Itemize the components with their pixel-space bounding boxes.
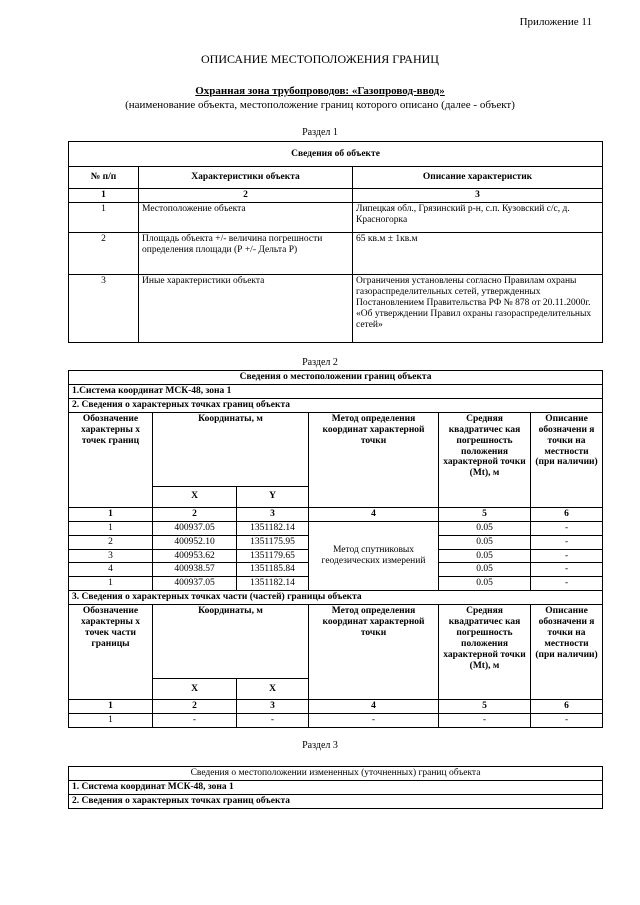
col-desc-header: Описание обозначени я точки на местности (при наличии) <box>531 605 603 700</box>
characteristic-value: Липецкая обл., Грязинский р-н, с.п. Кузовский с/с, д. Красногорка <box>353 202 603 232</box>
col-number: 6 <box>531 700 603 714</box>
col-number: 3 <box>237 507 309 521</box>
point-number: 4 <box>69 563 153 577</box>
point-error: 0.05 <box>439 535 531 549</box>
characteristic-name: Иные характеристики объекта <box>139 274 353 342</box>
boundary-table-title: Сведения о местоположении границ объекта <box>69 371 603 385</box>
point-number: 1 <box>69 577 153 591</box>
col-number: 2 <box>139 189 353 203</box>
col-num-header: № п/п <box>69 167 139 189</box>
characteristic-name: Местоположение объекта <box>139 202 353 232</box>
part-point-method: - <box>309 714 439 728</box>
point-error: 0.05 <box>439 521 531 535</box>
points-section-title: 2. Сведения о характерных точках границ объекта <box>69 398 603 412</box>
method-cell: Метод спутниковых геодезических измерений <box>309 521 439 591</box>
point-number: 1 <box>69 521 153 535</box>
col-number: 4 <box>309 700 439 714</box>
col-point-header: Обозначение характерны х точек границ <box>69 412 153 507</box>
col-coords-header: Координаты, м <box>153 605 309 679</box>
object-note: (наименование объекта, местоположение границ которого описано (далее - объект) <box>125 99 515 111</box>
col-method-header: Метод определения координат характерной точки <box>309 412 439 507</box>
col-number: 3 <box>237 700 309 714</box>
col-error-header: Средняя квадратичес кая погрешность положения характерной точки (Mt), м <box>439 412 531 507</box>
appendix-label: Приложение 11 <box>519 16 592 28</box>
section3-label: Раздел 3 <box>302 740 338 751</box>
object-info-table <box>68 141 603 343</box>
document-title: ОПИСАНИЕ МЕСТОПОЛОЖЕНИЯ ГРАНИЦ <box>201 52 439 66</box>
point-number: 2 <box>69 535 153 549</box>
characteristic-value: 65 кв.м ± 1кв.м <box>353 232 603 274</box>
row-number: 2 <box>69 232 139 274</box>
part-point-error: - <box>439 714 531 728</box>
point-y: 1351182.14 <box>237 521 309 535</box>
point-description: - <box>531 549 603 563</box>
coordinate-system: 1. Система координат МСК-48, зона 1 <box>69 780 603 794</box>
characteristic-value: Ограничения установлены согласно Правилам охраны газораспределительных сетей, утвержденных Постановлением Правительства РФ № 878 от 20.11.2000г. «Об утверждении Правил охраны газораспределительных сетей» <box>353 274 603 342</box>
points-section-title: 2. Сведения о характерных точках границ объекта <box>69 794 603 808</box>
col-y-header: Y <box>237 486 309 507</box>
col-desc-header: Описание обозначени я точки на местности (при наличии) <box>531 412 603 507</box>
point-y: 1351185.84 <box>237 563 309 577</box>
object-info-title: Сведения об объекте <box>69 142 603 167</box>
col-number: 5 <box>439 507 531 521</box>
object-title <box>0 85 640 97</box>
part-point-x: - <box>153 714 237 728</box>
point-y: 1351175.95 <box>237 535 309 549</box>
col-number: 2 <box>153 700 237 714</box>
point-x: 400937.05 <box>153 521 237 535</box>
section1-label: Раздел 1 <box>302 127 338 138</box>
characteristic-name: Площадь объекта +/- величина погрешности определения площади (Р +/- Дельта Р) <box>139 232 353 274</box>
point-description: - <box>531 563 603 577</box>
table-row <box>69 202 603 232</box>
col-method-header: Метод определения координат характерной точки <box>309 605 439 700</box>
object-title-text: Охранная зона трубопроводов: «Газопровод-ввод» <box>195 85 445 97</box>
col-number: 1 <box>69 189 139 203</box>
col-description-header: Описание характеристик <box>353 167 603 189</box>
point-error: 0.05 <box>439 549 531 563</box>
col-error-header: Средняя квадратичес кая погрешность положения характерной точки (Mt), м <box>439 605 531 700</box>
part-point-description: - <box>531 714 603 728</box>
point-description: - <box>531 577 603 591</box>
col-x-header: X <box>237 679 309 700</box>
table-row <box>69 714 603 728</box>
row-number: 3 <box>69 274 139 342</box>
point-number: 3 <box>69 549 153 563</box>
col-number: 1 <box>69 700 153 714</box>
col-number: 1 <box>69 507 153 521</box>
boundary-table <box>68 370 603 728</box>
col-number: 5 <box>439 700 531 714</box>
point-y: 1351179.65 <box>237 549 309 563</box>
col-x-header: X <box>153 486 237 507</box>
point-error: 0.05 <box>439 563 531 577</box>
col-number: 6 <box>531 507 603 521</box>
changed-boundary-table <box>68 766 603 809</box>
table-row <box>69 521 603 535</box>
point-x: 400953.62 <box>153 549 237 563</box>
parts-section-title: 3. Сведения о характерных точках части (частей) границы объекта <box>69 591 603 605</box>
col-characteristic-header: Характеристики объекта <box>139 167 353 189</box>
col-x-header: X <box>153 679 237 700</box>
point-y: 1351182.14 <box>237 577 309 591</box>
point-description: - <box>531 535 603 549</box>
section2-label: Раздел 2 <box>302 357 338 368</box>
col-coords-header: Координаты, м <box>153 412 309 486</box>
table-row <box>69 274 603 342</box>
point-x: 400938.57 <box>153 563 237 577</box>
table-row <box>69 232 603 274</box>
col-number: 2 <box>153 507 237 521</box>
coordinate-system: 1.Система координат МСК-48, зона 1 <box>69 384 603 398</box>
part-point-number: 1 <box>69 714 153 728</box>
point-x: 400937.05 <box>153 577 237 591</box>
changed-boundary-title: Сведения о местоположении измененных (уточненных) границ объекта <box>69 767 603 781</box>
col-number: 4 <box>309 507 439 521</box>
row-number: 1 <box>69 202 139 232</box>
col-number: 3 <box>353 189 603 203</box>
col-point-part-header: Обозначение характерны х точек части границы <box>69 605 153 700</box>
point-description: - <box>531 521 603 535</box>
point-x: 400952.10 <box>153 535 237 549</box>
part-point-y: - <box>237 714 309 728</box>
point-error: 0.05 <box>439 577 531 591</box>
